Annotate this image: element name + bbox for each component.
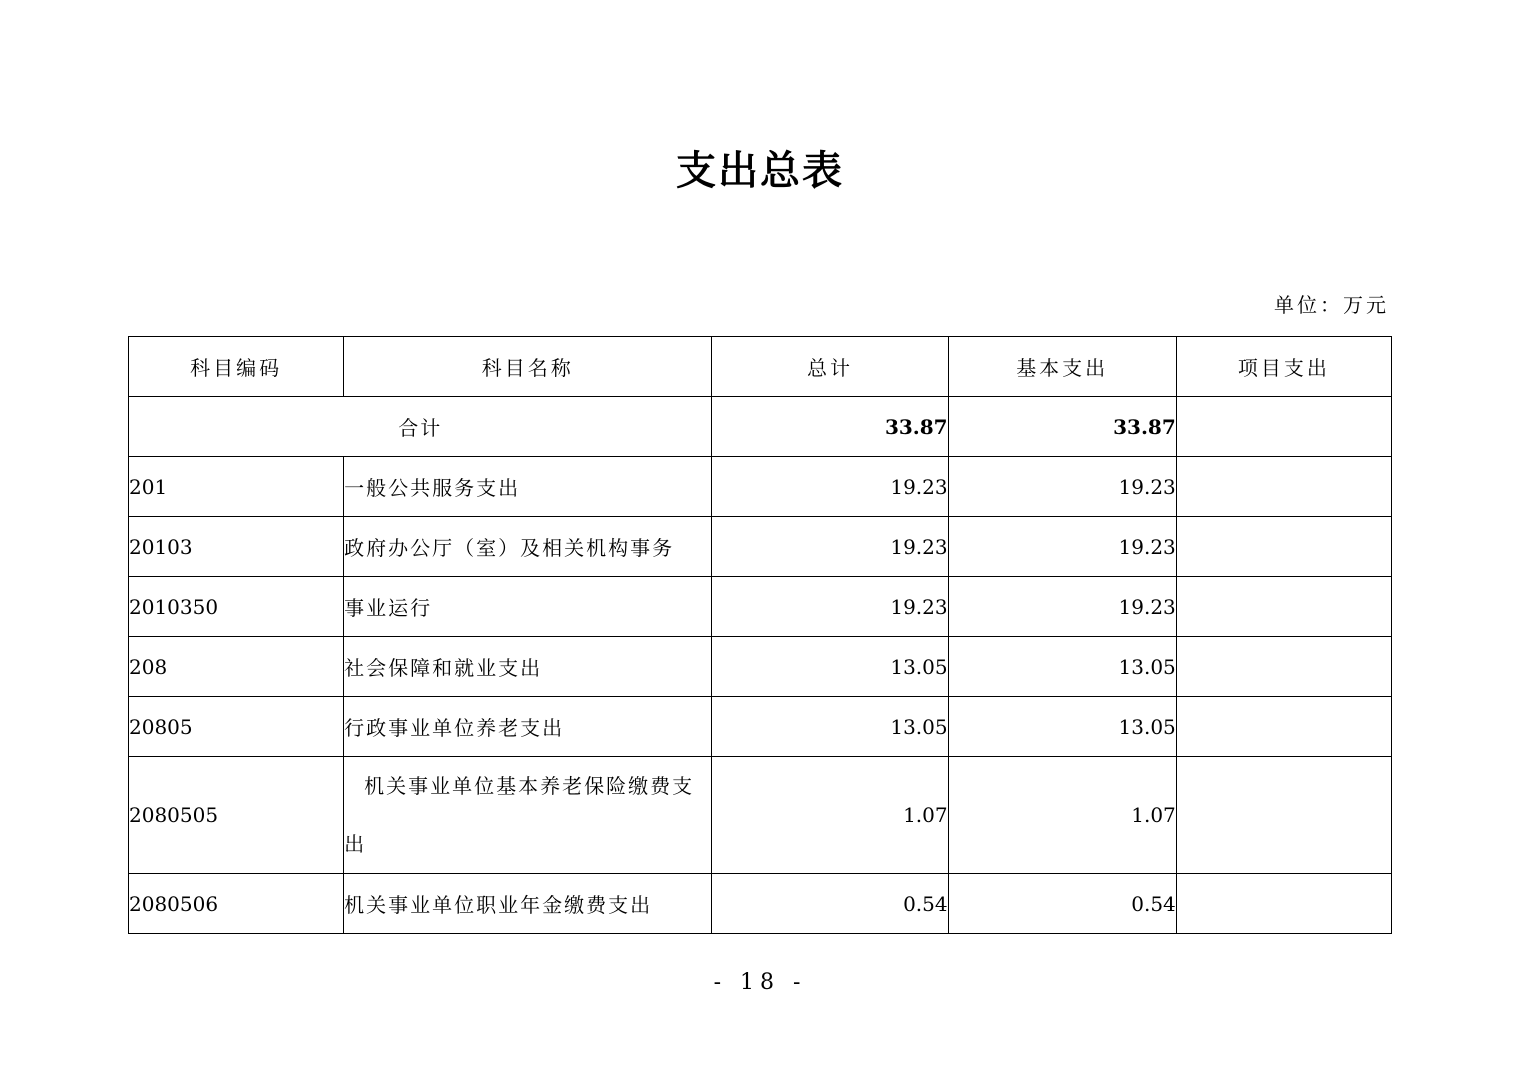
header-name: 科目名称 — [344, 337, 712, 397]
row-basic: 0.54 — [948, 874, 1176, 934]
row-code: 2080505 — [129, 757, 344, 874]
row-code: 2010350 — [129, 577, 344, 637]
row-project — [1176, 577, 1391, 637]
row-code: 208 — [129, 637, 344, 697]
header-project: 项目支出 — [1176, 337, 1391, 397]
header-basic: 基本支出 — [948, 337, 1176, 397]
row-basic: 19.23 — [948, 457, 1176, 517]
row-basic: 19.23 — [948, 577, 1176, 637]
table-row — [129, 637, 1392, 697]
row-project — [1176, 697, 1391, 757]
row-basic: 19.23 — [948, 517, 1176, 577]
row-project — [1176, 757, 1391, 874]
total-basic-value: 33.87 — [948, 397, 1176, 457]
row-total: 13.05 — [712, 637, 948, 697]
row-total: 13.05 — [712, 697, 948, 757]
total-label: 合计 — [129, 397, 712, 457]
header-total: 总计 — [712, 337, 948, 397]
row-basic: 13.05 — [948, 637, 1176, 697]
row-total: 19.23 — [712, 577, 948, 637]
table-header-row — [129, 337, 1392, 397]
row-name: 政府办公厅（室）及相关机构事务 — [344, 517, 712, 577]
table-row — [129, 757, 1392, 874]
page-number: - 18 - — [713, 970, 807, 995]
row-code: 2080506 — [129, 874, 344, 934]
table-row — [129, 874, 1392, 934]
row-code: 201 — [129, 457, 344, 517]
row-project — [1176, 874, 1391, 934]
row-project — [1176, 517, 1391, 577]
row-name: 社会保障和就业支出 — [344, 637, 712, 697]
row-total: 0.54 — [712, 874, 948, 934]
row-name: 机关事业单位基本养老保险缴费支出 — [344, 757, 712, 874]
row-name: 行政事业单位养老支出 — [344, 697, 712, 757]
table-row — [129, 457, 1392, 517]
row-code: 20103 — [129, 517, 344, 577]
row-project — [1176, 637, 1391, 697]
row-basic: 1.07 — [948, 757, 1176, 874]
total-project-value — [1176, 397, 1391, 457]
header-code: 科目编码 — [129, 337, 344, 397]
row-total: 1.07 — [712, 757, 948, 874]
row-code: 20805 — [129, 697, 344, 757]
expenditure-summary-table — [128, 336, 1392, 934]
row-total: 19.23 — [712, 517, 948, 577]
table-row — [129, 577, 1392, 637]
row-name: 事业运行 — [344, 577, 712, 637]
total-value: 33.87 — [712, 397, 948, 457]
table-row — [129, 697, 1392, 757]
row-name: 机关事业单位职业年金缴费支出 — [344, 874, 712, 934]
row-project — [1176, 457, 1391, 517]
page-title: 支出总表 — [676, 147, 844, 194]
unit-label: 单位：万元 — [1274, 293, 1389, 317]
row-basic: 13.05 — [948, 697, 1176, 757]
row-total: 19.23 — [712, 457, 948, 517]
row-name: 一般公共服务支出 — [344, 457, 712, 517]
table-row — [129, 517, 1392, 577]
total-row — [129, 397, 1392, 457]
